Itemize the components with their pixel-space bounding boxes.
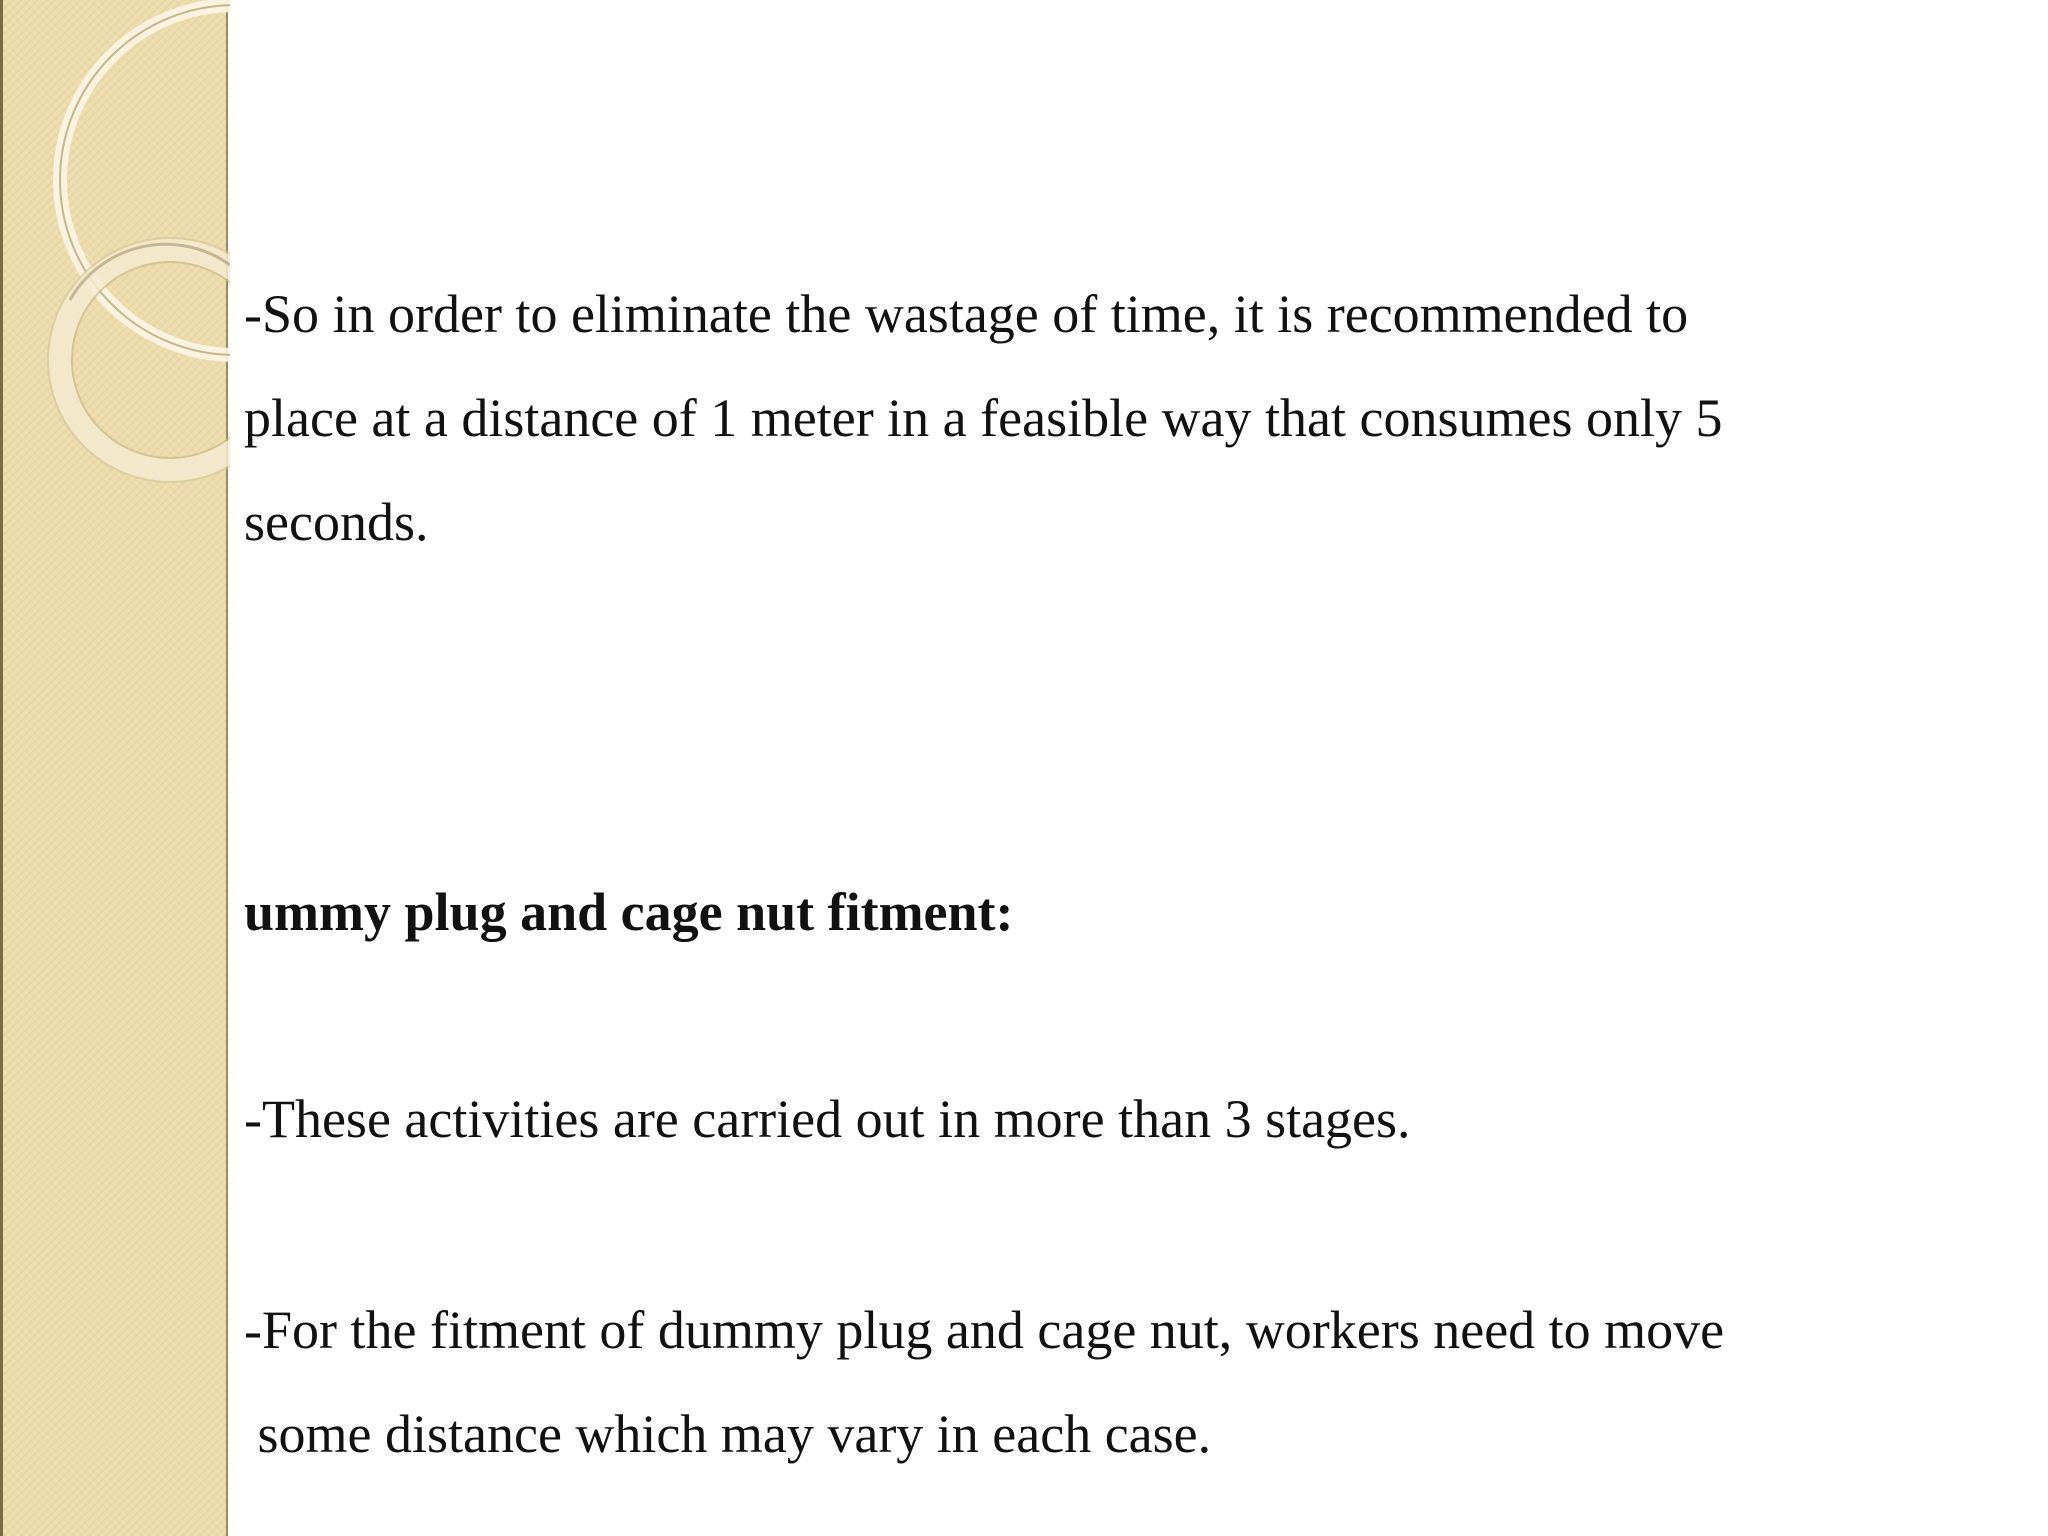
- paragraph-wastage-time: [244, 262, 1722, 574]
- text-line: place at a distance of 1 meter in a feasible way that consumes only 5: [244, 388, 1723, 448]
- decorative-rings-graphic: [0, 0, 230, 520]
- slide-content: [244, 0, 2024, 1536]
- paragraph-activities-stages: [244, 1067, 1411, 1171]
- section-heading: [244, 860, 1014, 964]
- text-line: seconds.: [244, 492, 429, 552]
- text-line: -So in order to eliminate the wastage of time, it is recommended to: [244, 284, 1689, 344]
- text-line: some distance which may vary in each case.: [244, 1404, 1212, 1464]
- paragraph-fitment-distance: [244, 1278, 1724, 1486]
- text-line: -For the fitment of dummy plug and cage nut, workers need to move: [244, 1300, 1725, 1360]
- text-line: -These activities are carried out in more than 3 stages.: [244, 1089, 1411, 1149]
- heading-text: ummy plug and cage nut fitment:: [244, 882, 1014, 942]
